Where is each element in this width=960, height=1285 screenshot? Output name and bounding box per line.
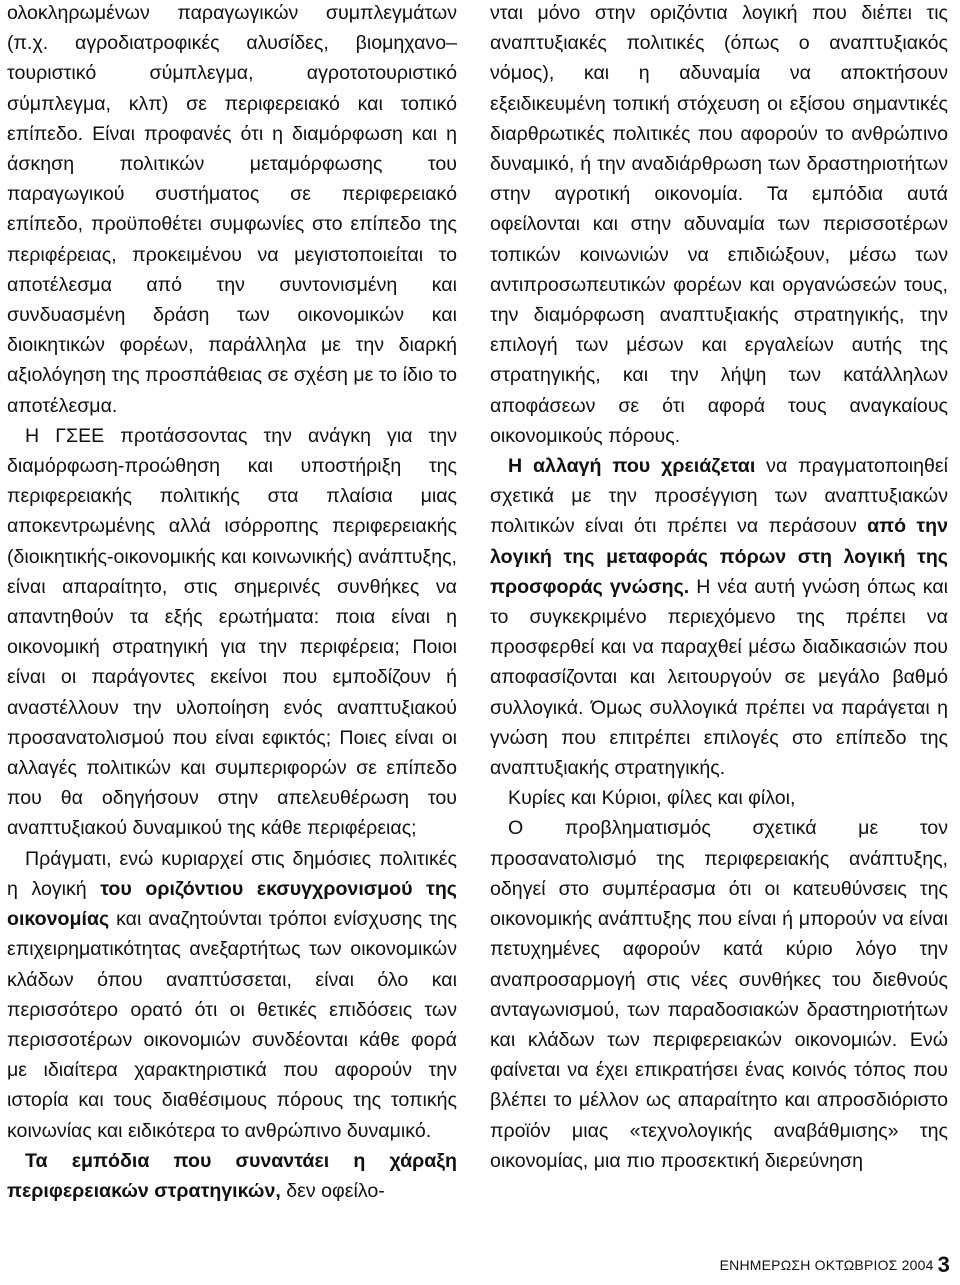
text-column-right <box>490 0 948 1176</box>
paragraph-text: Κυρίες και Κύριοι, φίλες και φίλοι, <box>508 787 796 810</box>
paragraph-text: Πράγματι, ενώ κυριαρχεί στις δημόσιες πολιτικές η λογική <box>7 847 457 900</box>
paragraph-text: να πραγματοποιηθεί σχετικά με την προσέγγιση των αναπτυξιακών πολιτικών είναι ότι πρέπει να περάσουν <box>490 455 948 538</box>
paragraph-text: Η νέα αυτή γνώση όπως και το συγκεκριμένο περιεχόμενο της πρέπει να προσφερθεί και να παραχθεί μέσω διαδικασιών που αποφασίζονται και λειτουργούν σε μεγάλο βαθμό συλλογικά. Όμως συλλογικά πρέπει να παράγεται η γνώση που επιτρέπει επιλογές στο επίπεδο της αναπτυξιακής στρατηγικής. <box>490 575 948 780</box>
page-number: 3 <box>937 1252 950 1277</box>
paragraph <box>7 0 457 421</box>
paragraph-text: ολοκληρωμένων παραγωγικών συμπλεγμάτων (π.χ. αγροδιατροφικές αλυσίδες, βιομηχανο–τουριστικό σύμπλεγμα, αγροτοτουριστικό σύμπλεγμα, κλπ) σε περιφερειακό και τοπικό επίπεδο. Είναι προφανές ότι η διαμόρφωση και η άσκηση πολιτικών μεταμόρφωσης του παραγωγικού συστήματος σε περιφερειακό επίπεδο, προϋποθέτει συμφωνίες στο επίπεδο της περιφέρειας, προκειμένου να μεγιστοποιείται το αποτέλεσμα από την συντονισμένη και συνδυασμένη δράση των οικονομικών και διοικητικών φορέων, παράλληλα με την διαρκή αξιολόγηση της προσπάθειας σε σχέση με το ίδιο το αποτέλεσμα. <box>7 2 457 417</box>
paragraph <box>490 0 948 451</box>
paragraph-text: δεν οφείλο- <box>280 1179 385 1202</box>
publication-name: ΕΝΗΜΕΡΩΣΗ ΟΚΤΩΒΡΙΟΣ 2004 <box>719 1257 934 1273</box>
paragraph <box>7 844 457 1146</box>
bold-phrase: του οριζόντιου εκσυγχρονισμού της οικονομίας <box>7 877 457 931</box>
paragraph <box>7 1146 457 1206</box>
bold-phrase: από την λογική της μεταφοράς πόρων στη λογική της προσφοράς γνώσης. <box>490 515 948 598</box>
paragraph-text: Ο προβληματισμός σχετικά με τον προσανατολισμό της περιφερειακής ανάπτυξης, οδηγεί στο συμπέρασμα ότι οι κατευθύνσεις της οικονομικής ανάπτυξης που είναι ή μπορούν να είναι πετυχημένες αφορούν κατά κύριο λόγο την αναπροσαρμογή στις νέες συνθήκες του διεθνούς ανταγωνισμού, των παραδοσιακών δραστηριοτήτων και κλάδων των περιφερειακών οικονομιών. Ενώ φαίνεται να έχει επικρατήσει ένας κοινός τόπος που βλέπει το μέλλον ως απαραίτητο και απροσδιόριστο προϊόν μιας «τεχνολογικής αναβάθμισης» της οικονομίας, μια πιο προσεκτική διερεύνηση <box>490 817 948 1172</box>
paragraph <box>490 451 948 783</box>
bold-phrase: Τα εμπόδια που συναντάει η χάραξη περιφερειακών στρατηγικών, <box>7 1149 457 1202</box>
page-footer <box>720 1254 950 1276</box>
bold-phrase: Η αλλαγή που χρειάζεται <box>508 455 756 478</box>
paragraph-text: και αναζητούνται τρόποι ενίσχυσης της επιχειρηματικότητας ανεξαρτήτως των οικονομικών κλάδων όπου αναπτύσσεται, είναι όλο και περισσότερο ορατό ότι οι θετικές επιδόσεις των περισσοτέρων οικονομιών συνδέονται κάθε φορά με ιδιαίτερα χαρακτηριστικά που αφορούν την ιστορία και τους διαθέσιμους πόρους της τοπικής κοινωνίας και ειδικότερα το ανθρώπινο δυναμικό. <box>7 908 457 1142</box>
paragraph <box>7 421 457 844</box>
paragraph-text: νται μόνο στην οριζόντια λογική που διέπει τις αναπτυξιακές πολιτικές (όπως ο αναπτυξιακός νόμος), και η αδυναμία να αποκτήσουν εξειδικευμένη τοπική στόχευση οι εξίσου σημαντικές διαρθρωτικές πολιτικές που αφορούν το ανθρώπινο δυναμικό, ή την αναδιάρθρωση των δραστηριοτήτων στην αγροτική οικονομία. Τα εμπόδια αυτά οφείλονται και στην αδυναμία των περισσοτέρων τοπικών κοινωνιών να επιδιώξουν, μέσω των αντιπροσωπευτικών φορέων και οργανώσεών τους, την διαμόρφωση αναπτυξιακής στρατηγικής, την επιλογή των μέσων και εργαλείων αυτής της στρατηγικής, και την λήψη των κατάλληλων αποφάσεων σε ότι αφορά τους αναγκαίους οικονομικούς πόρους. <box>490 2 948 447</box>
text-column-left <box>7 0 457 1206</box>
paragraph-text: Η ΓΣΕΕ προτάσσοντας την ανάγκη για την διαμόρφωση-προώθηση και υποστήριξη της περιφερειακής πολιτικής στα πλαίσια μιας αποκεντρωμένης αλλά ισόρροπης περιφερειακής (διοικητικής-οικονομικής και κοινωνικής) ανάπτυξης, είναι απαραίτητο, στις σημερινές συνθήκες να απαντηθούν τα εξής ερωτήματα: ποια είναι η οικονομική στρατηγική για την περιφέρεια; Ποιοι είναι οι παράγοντες εκείνοι που εμποδίζουν ή αναστέλλουν την υλοποίηση ενός αναπτυξιακού προσανατολισμού που είναι εφικτός; Ποιες είναι οι αλλαγές πολιτικών και συμπεριφορών σε επίπεδο που θα οδηγήσουν στην απελευθέρωση του αναπτυξιακού δυναμικού της κάθε περιφέρειας; <box>7 424 457 840</box>
paragraph <box>490 813 948 1175</box>
paragraph <box>490 783 948 813</box>
